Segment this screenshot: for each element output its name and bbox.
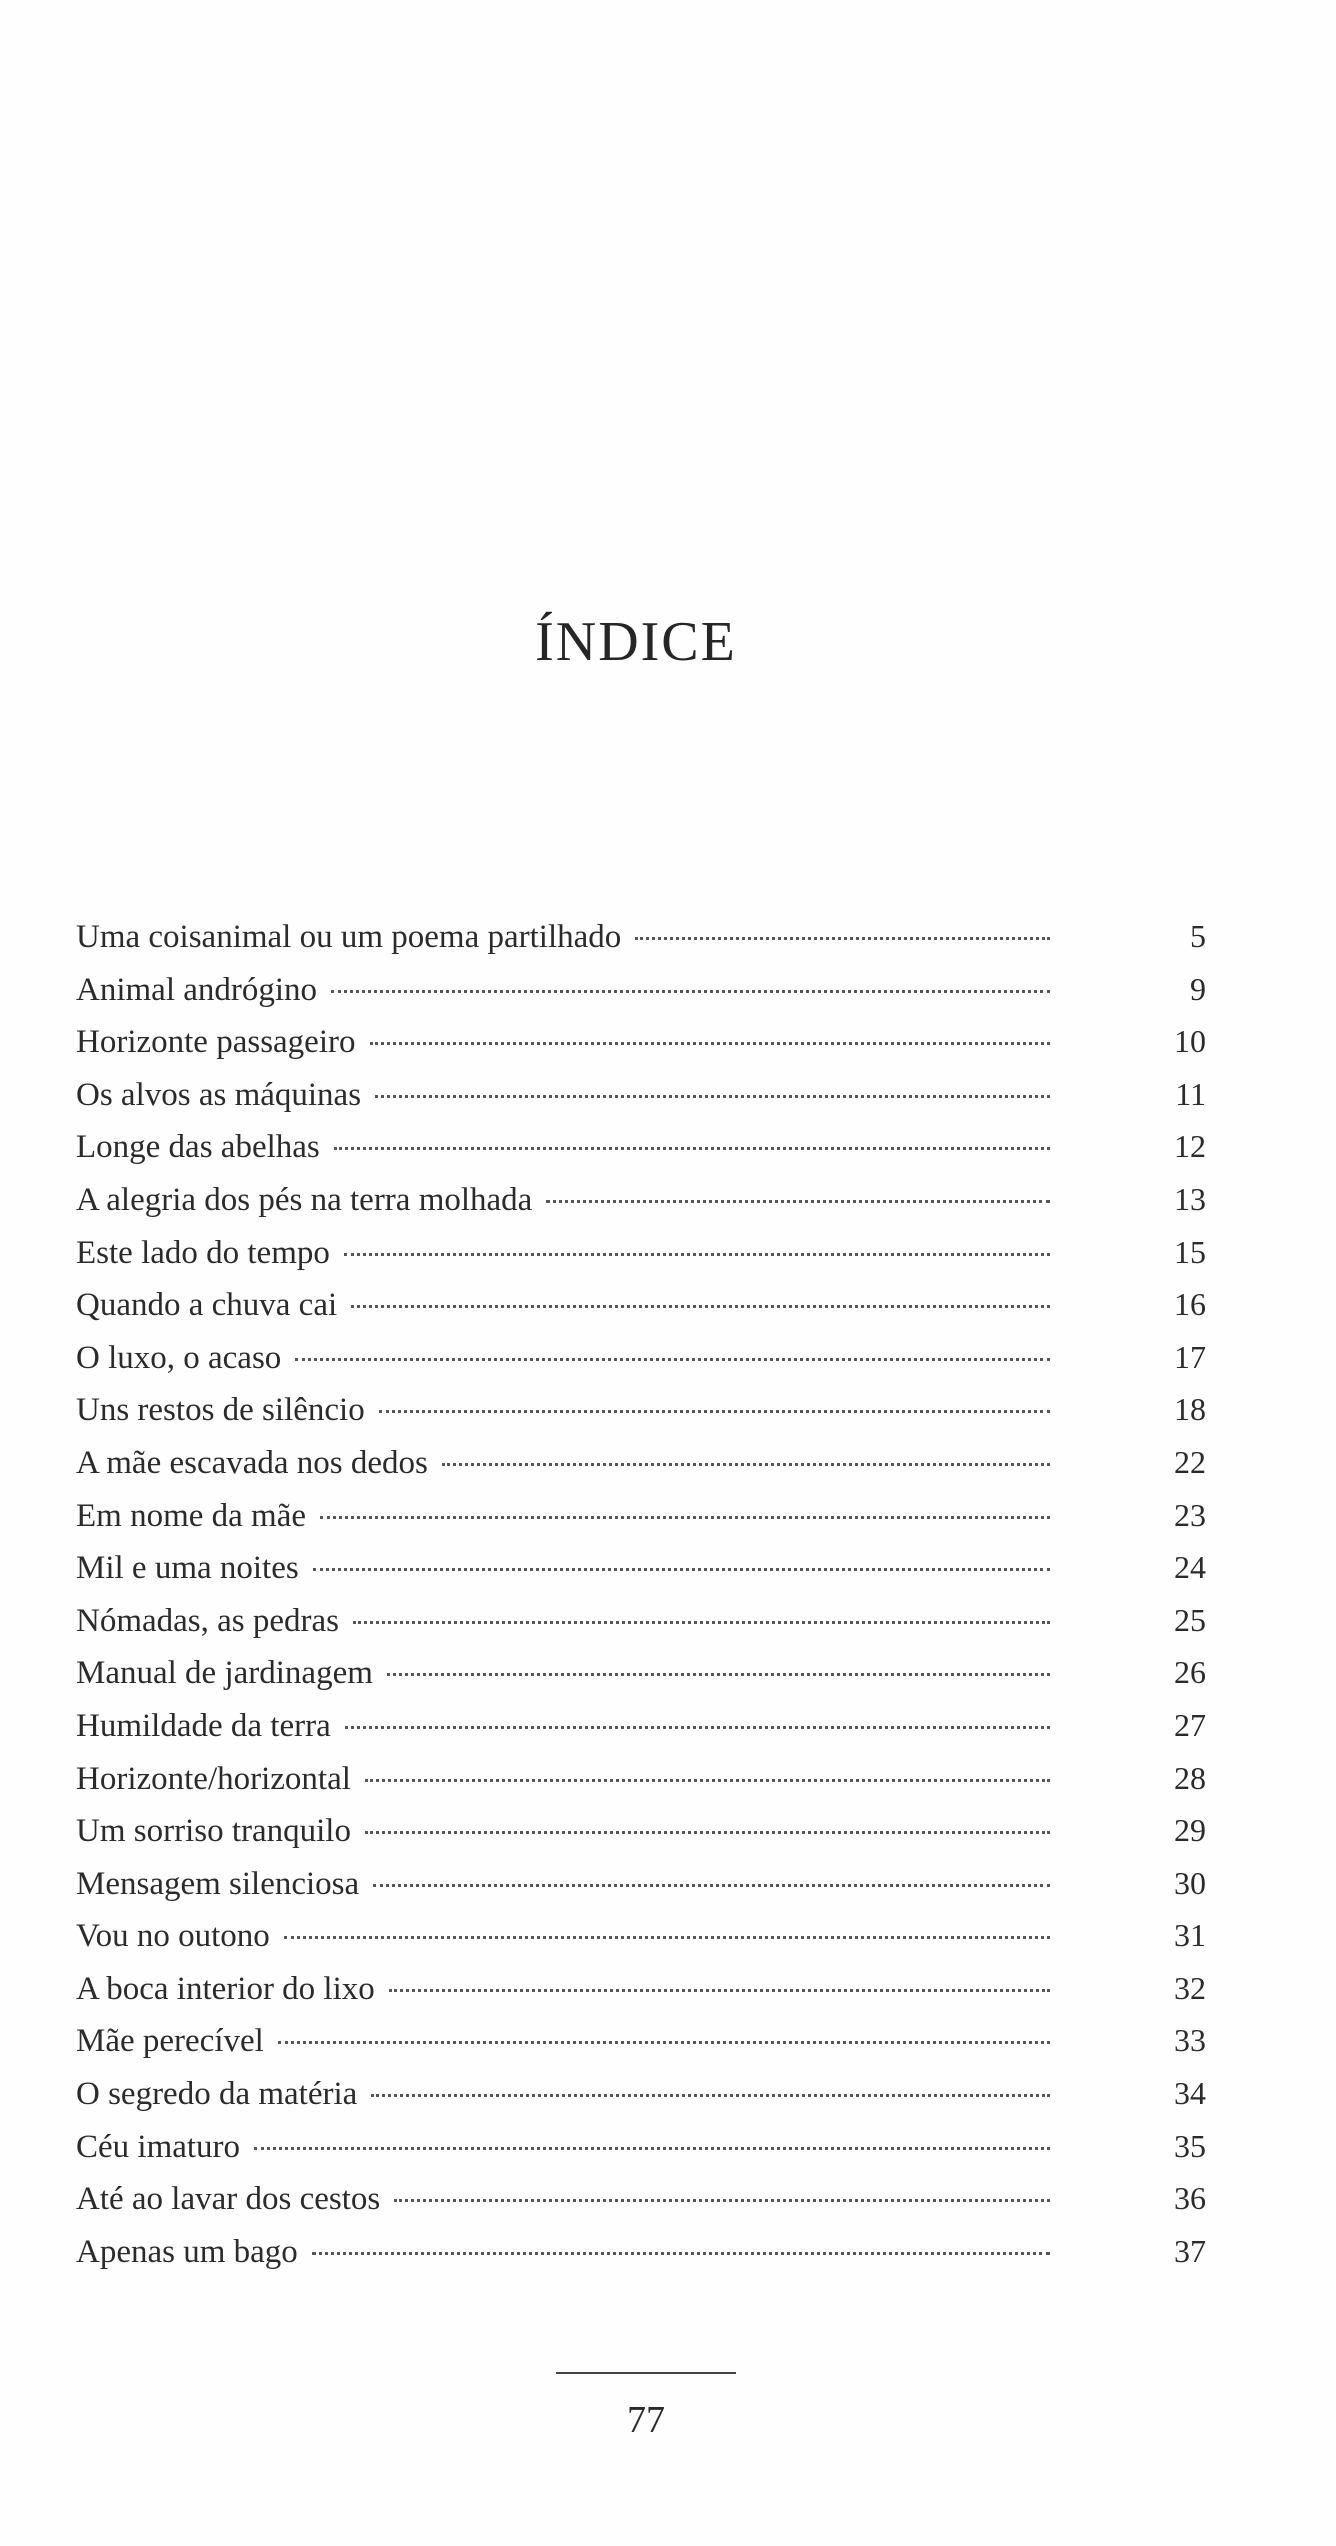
table-of-contents bbox=[76, 918, 1206, 2285]
toc-entry-title: Uns restos de silêncio bbox=[76, 1392, 365, 1429]
toc-entry-page: 17 bbox=[1174, 1338, 1206, 1375]
toc-entry-page: 24 bbox=[1174, 1549, 1206, 1586]
toc-entry bbox=[76, 2022, 1206, 2075]
toc-entry-title: Animal andrógino bbox=[76, 971, 318, 1008]
toc-entry-title: Quando a chuva cai bbox=[76, 1287, 338, 1324]
toc-entry bbox=[76, 1707, 1206, 1760]
toc-entry-page: 10 bbox=[1174, 1023, 1206, 1060]
dot-leader bbox=[365, 1779, 1050, 1782]
toc-entry bbox=[76, 1339, 1206, 1392]
toc-entry bbox=[76, 1865, 1206, 1918]
toc-entry-title: Horizonte passageiro bbox=[76, 1024, 356, 1061]
toc-entry-page: 18 bbox=[1174, 1391, 1206, 1428]
toc-entry-page: 37 bbox=[1174, 2232, 1206, 2269]
dot-leader bbox=[394, 2199, 1050, 2202]
toc-entry-page: 26 bbox=[1174, 1654, 1206, 1691]
toc-entry-title: Mensagem silenciosa bbox=[76, 1865, 360, 1902]
dot-leader bbox=[546, 1200, 1050, 1203]
toc-entry-title: O luxo, o acaso bbox=[76, 1339, 282, 1376]
toc-entry bbox=[76, 1917, 1206, 1970]
toc-entry bbox=[76, 1549, 1206, 1602]
toc-entry-page: 22 bbox=[1174, 1443, 1206, 1480]
toc-entry-title: Mãe perecível bbox=[76, 2023, 264, 2060]
toc-entry bbox=[76, 2180, 1206, 2233]
page-number: 77 bbox=[627, 2399, 665, 2441]
toc-entry-title: A alegria dos pés na terra molhada bbox=[76, 1181, 533, 1218]
toc-entry bbox=[76, 1602, 1206, 1655]
dot-leader bbox=[295, 1358, 1050, 1361]
toc-entry-page: 31 bbox=[1174, 1917, 1206, 1954]
dot-leader bbox=[320, 1516, 1050, 1519]
page-title: ÍNDICE bbox=[535, 611, 737, 673]
dot-leader bbox=[442, 1463, 1050, 1466]
dot-leader bbox=[351, 1305, 1050, 1308]
toc-entry bbox=[76, 1234, 1206, 1287]
dot-leader bbox=[345, 1726, 1050, 1729]
toc-entry-page: 30 bbox=[1174, 1864, 1206, 1901]
toc-entry-title: A mãe escavada nos dedos bbox=[76, 1444, 428, 1481]
toc-entry bbox=[76, 1286, 1206, 1339]
toc-entry-page: 13 bbox=[1174, 1180, 1206, 1217]
toc-entry-title: Em nome da mãe bbox=[76, 1497, 307, 1534]
toc-entry-title: Vou no outono bbox=[76, 1918, 270, 1955]
toc-entry bbox=[76, 1181, 1206, 1234]
toc-entry bbox=[76, 1076, 1206, 1129]
dot-leader bbox=[370, 1042, 1051, 1045]
toc-entry-page: 34 bbox=[1174, 2075, 1206, 2112]
dot-leader bbox=[312, 2252, 1050, 2255]
toc-entry-page: 36 bbox=[1174, 2180, 1206, 2217]
dot-leader bbox=[375, 1095, 1050, 1098]
toc-entry-title: Mil e uma noites bbox=[76, 1550, 299, 1587]
toc-entry-title: Os alvos as máquinas bbox=[76, 1076, 362, 1113]
toc-entry-page: 32 bbox=[1174, 1969, 1206, 2006]
dot-leader bbox=[334, 1147, 1050, 1150]
toc-entry-page: 12 bbox=[1174, 1128, 1206, 1165]
toc-entry bbox=[76, 1391, 1206, 1444]
toc-entry bbox=[76, 1654, 1206, 1707]
toc-entry-page: 23 bbox=[1174, 1496, 1206, 1533]
dot-leader bbox=[365, 1831, 1050, 1834]
toc-entry bbox=[76, 1812, 1206, 1865]
toc-entry-title: Este lado do tempo bbox=[76, 1234, 330, 1271]
toc-entry bbox=[76, 2233, 1206, 2286]
dot-leader bbox=[635, 937, 1050, 940]
dot-leader bbox=[373, 1884, 1050, 1887]
toc-entry-page: 11 bbox=[1175, 1075, 1206, 1112]
toc-entry-page: 35 bbox=[1174, 2127, 1206, 2164]
toc-entry bbox=[76, 1497, 1206, 1550]
toc-entry-title: Humildade da terra bbox=[76, 1707, 331, 1744]
dot-leader bbox=[389, 1989, 1050, 1992]
dot-leader bbox=[387, 1673, 1050, 1676]
toc-entry-title: Nómadas, as pedras bbox=[76, 1602, 340, 1639]
toc-entry bbox=[76, 1760, 1206, 1813]
toc-entry-title: Horizonte/horizontal bbox=[76, 1760, 351, 1797]
toc-entry-page: 5 bbox=[1190, 918, 1206, 954]
dot-leader bbox=[344, 1253, 1050, 1256]
footer-divider bbox=[556, 2372, 736, 2374]
dot-leader bbox=[379, 1410, 1050, 1413]
toc-entry-page: 9 bbox=[1190, 970, 1206, 1007]
toc-entry-title: Longe das abelhas bbox=[76, 1129, 320, 1166]
toc-entry-page: 25 bbox=[1174, 1601, 1206, 1638]
toc-entry-title: Céu imaturo bbox=[76, 2128, 241, 2165]
toc-entry-title: Até ao lavar dos cestos bbox=[76, 2181, 381, 2218]
dot-leader bbox=[313, 1568, 1050, 1571]
toc-entry-page: 15 bbox=[1174, 1233, 1206, 1270]
toc-entry bbox=[76, 1023, 1206, 1076]
toc-entry bbox=[76, 2128, 1206, 2181]
toc-entry bbox=[76, 1970, 1206, 2023]
toc-entry bbox=[76, 1128, 1206, 1181]
toc-entry bbox=[76, 1444, 1206, 1497]
toc-entry-title: Um sorriso tranquilo bbox=[76, 1813, 351, 1850]
toc-entry-page: 16 bbox=[1174, 1286, 1206, 1323]
dot-leader bbox=[353, 1621, 1050, 1624]
toc-entry-page: 28 bbox=[1174, 1759, 1206, 1796]
dot-leader bbox=[278, 2041, 1050, 2044]
toc-entry-page: 33 bbox=[1174, 2022, 1206, 2059]
toc-entry-title: A boca interior do lixo bbox=[76, 1970, 375, 2007]
toc-entry-page: 29 bbox=[1174, 1812, 1206, 1849]
toc-entry-page: 27 bbox=[1174, 1706, 1206, 1743]
toc-entry-title: Manual de jardinagem bbox=[76, 1655, 373, 1692]
dot-leader bbox=[371, 2094, 1050, 2097]
toc-entry-title: Uma coisanimal ou um poema partilhado bbox=[76, 919, 622, 955]
dot-leader bbox=[284, 1936, 1050, 1939]
toc-entry bbox=[76, 918, 1206, 971]
toc-entry-title: Apenas um bago bbox=[76, 2233, 298, 2270]
toc-entry-title: O segredo da matéria bbox=[76, 2076, 358, 2113]
toc-entry bbox=[76, 971, 1206, 1024]
dot-leader bbox=[331, 990, 1050, 993]
dot-leader bbox=[254, 2147, 1050, 2150]
toc-entry bbox=[76, 2075, 1206, 2128]
